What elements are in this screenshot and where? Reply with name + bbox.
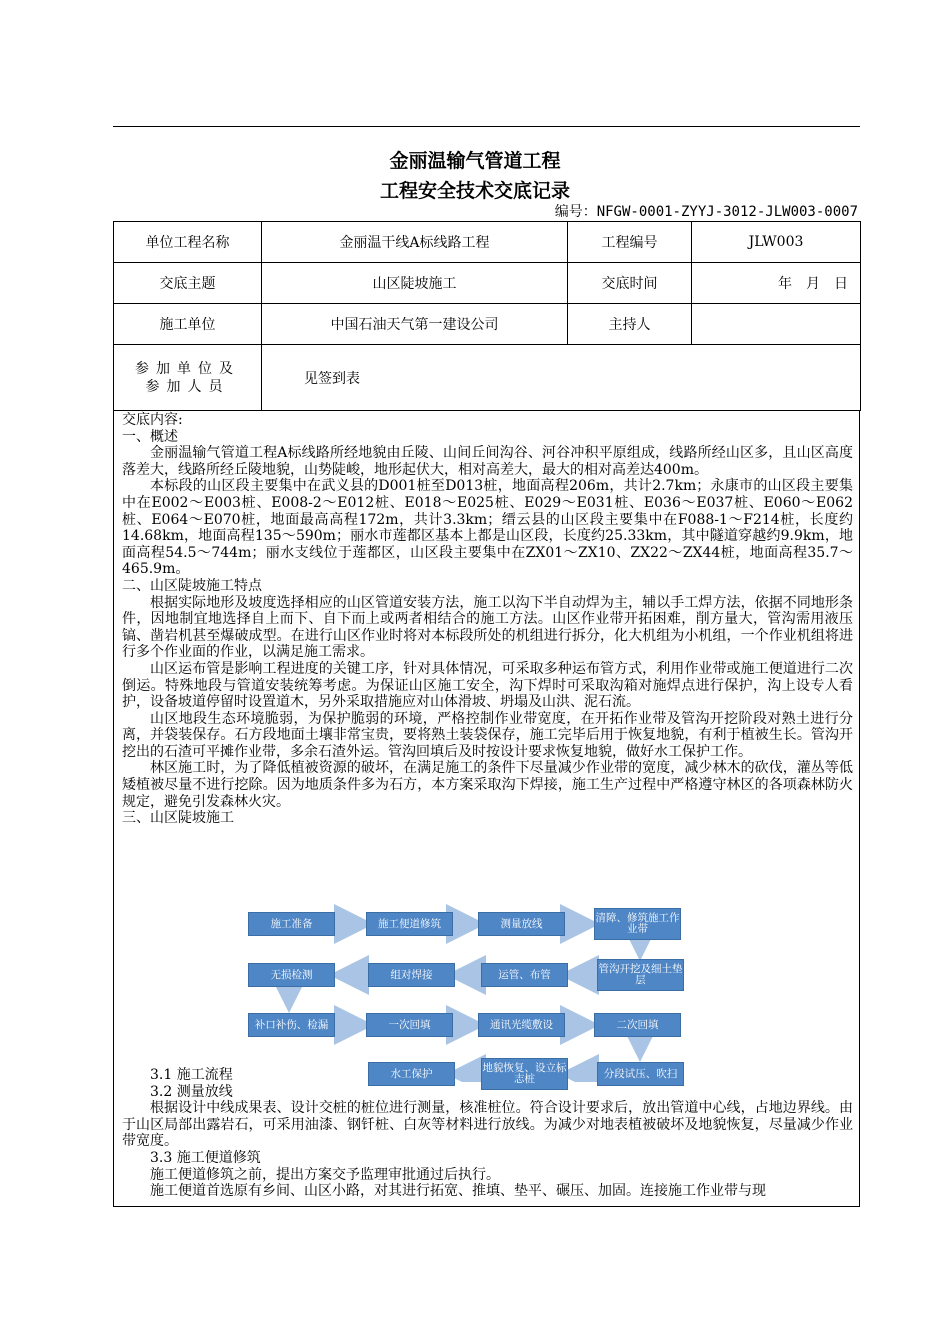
flow-step-survey: 测量放线 xyxy=(478,912,565,936)
flow-step-coating-repair: 补口补伤、检漏 xyxy=(248,1013,335,1037)
flow-step-welding: 组对焊接 xyxy=(368,963,455,987)
paragraph-mountain-segments: 本标段的山区段主要集中在武义县的D001桩至D013桩，地面高程206m，共计2.7km；永康市的山区段主要集中在E002～E003桩、E008-2～E012桩、E018～E025桩、E029～E031桩、E036～E037桩、E060～E062桩、E064～E070桩，地面最高高程172m，共计3.3km；缙云县的山区段主要集中在F088-1～F214桩，长度约14.68km，地面高程135～590m；丽水市莲都区基本上都是山区段，长度约25.33km，其中隧道穿越约9.9km，地面高程54.5～744m；丽水支线位于莲都区，山区段主要集中在ZX01～ZX10、ZX22～ZX44桩，地面高程35.7～465.9m。 xyxy=(122,478,853,578)
header-rule xyxy=(113,126,860,127)
subsection-3-3: 3.3 施工便道修筑 xyxy=(150,1149,261,1166)
participants-label xyxy=(114,345,262,411)
time-label: 交底时间 xyxy=(568,263,692,304)
construction-unit-value: 中国石油天气第一建设公司 xyxy=(262,304,568,345)
paragraph-road-construction: 施工便道首选原有乡间、山区小路，对其进行拓宽、推填、垫平、碾压、加固。连接施工作业带与现 xyxy=(150,1183,766,1200)
subsection-3-1: 3.1 施工流程 xyxy=(150,1067,233,1083)
flow-step-water-protection: 水工保护 xyxy=(368,1062,455,1086)
time-value: 年 月 日 xyxy=(692,263,861,304)
paragraph-method: 根据实际地形及坡度选择相应的山区管道安装方法，施工以沟下半自动焊为主，辅以手工焊方法，依据不同地形条件，因地制宜地选择自上而下、自下而上或两者相结合的施工方法。山区作业带开拓困难，削方量大，管沟需用液压镐、凿岩机甚至爆破成型。在进行山区作业时将对本标段所处的机组进行拆分，化大机组为小机组，一个作业机组将进行多个作业面的作业，以满足施工需求。 xyxy=(122,594,853,661)
participants-label-line1: 参加单位及 xyxy=(135,360,240,377)
flow-step-pressure-test: 分段试压、吹扫 xyxy=(597,1062,684,1086)
paragraph-road-approval: 施工便道修筑之前，提出方案交予监理审批通过后执行。 xyxy=(150,1166,500,1183)
topic-value: 山区陡坡施工 xyxy=(262,263,568,304)
participants-label-line2: 参加人员 xyxy=(145,378,230,395)
flow-step-backfill-1: 一次回填 xyxy=(366,1013,453,1037)
project-no-value: JLW003 xyxy=(692,222,861,263)
flow-step-trench: 管沟开挖及细土垫层 xyxy=(597,959,684,991)
participants-value: 见签到表 xyxy=(262,345,861,411)
flow-step-pipe-stringing: 运管、布管 xyxy=(481,963,568,987)
flow-step-backfill-2: 二次回填 xyxy=(594,1013,681,1037)
unit-project-label: 单位工程名称 xyxy=(114,222,262,263)
unit-project-value: 金丽温干线A标线路工程 xyxy=(262,222,568,263)
content-lower xyxy=(122,1067,853,1200)
flow-step-ndt: 无损检测 xyxy=(248,963,335,987)
content-cell xyxy=(113,410,860,1207)
construction-unit-label: 施工单位 xyxy=(114,304,262,345)
flow-step-clear-row: 清障、修筑施工作业带 xyxy=(594,908,681,940)
doc-code: 编号：NFGW-0001-ZYYJ-3012-JLW003-0007 xyxy=(554,204,858,220)
project-no-label: 工程编号 xyxy=(568,222,692,263)
info-table xyxy=(113,221,861,411)
subsection-3-2: 3.2 测量放线 xyxy=(150,1083,233,1100)
flow-step-access-road: 施工便道修筑 xyxy=(366,912,453,936)
paragraph-overview: 金丽温输气管道工程A标线路所经地貌由丘陵、山间丘间沟谷、河谷冲积平原组成，线路所经山区多，且山区高度落差大，线路所经丘陵地貌，山势陡峻，地形起伏大，相对高差大，最大的相对高差达400m。 xyxy=(122,445,853,478)
content-heading: 交底内容: xyxy=(122,412,183,428)
content-upper xyxy=(122,412,853,827)
paragraph-ecology: 山区地段生态环境脆弱，为保护脆弱的环境，严格控制作业带宽度，在开拓作业带及管沟开挖阶段对熟土进行分离，并袋装保存。石方段地面土壤非常宝贵，要将熟土装袋保存，施工完毕后用于恢复地貌，有利于植被生长。管沟开挖出的石渣可平摊作业带，多余石渣外运。管沟回填后及时按设计要求恢复地貌，做好水工保护工作。 xyxy=(122,710,853,760)
section-3-heading: 三、山区陡坡施工 xyxy=(122,810,234,827)
flow-step-restoration: 地貌恢复、设立标志桩 xyxy=(481,1058,568,1090)
host-value xyxy=(692,304,861,345)
paragraph-survey: 根据设计中线成果表、设计交桩的桩位进行测量，核准桩位。符合设计要求后，放出管道中心线，占地边界线。由于山区局部出露岩石，可采用油漆、钢钎桩、白灰等材料进行放线。为减少对地表植被破坏及地貌恢复，尽量减少作业带宽度。 xyxy=(122,1100,853,1150)
section-2-heading: 二、山区陡坡施工特点 xyxy=(122,577,262,594)
topic-label: 交底主题 xyxy=(114,263,262,304)
doc-title: 金丽温输气管道工程 xyxy=(389,150,561,172)
flow-step-fiber-cable: 通讯光缆敷设 xyxy=(478,1013,565,1037)
host-label: 主持人 xyxy=(568,304,692,345)
flowchart xyxy=(247,897,687,1085)
flow-step-preparation: 施工准备 xyxy=(248,912,335,936)
paragraph-forest: 林区施工时，为了降低植被资源的破坏，在满足施工的条件下尽量减少作业带的宽度，减少林木的砍伐，灌丛等低矮植被尽量不进行挖除。因为地质条件多为石方，本方案采取沟下焊接，施工生产过程中严格遵守林区的各项森林防火规定，避免引发森林火灾。 xyxy=(122,760,853,810)
doc-subtitle: 工程安全技术交底记录 xyxy=(379,180,570,202)
paragraph-pipe-transport: 山区运布管是影响工程进度的关键工序，针对具体情况，可采取多种运布管方式，利用作业带或施工便道进行二次倒运。特殊地段与管道安装统筹考虑。为保证山区施工安全，沟下焊时可采取沟箱对施焊点进行保护，沟上设专人看护，设备坡道停留时设置道木，另外采取措施应对山体滑坡、坍塌及山洪、泥石流。 xyxy=(122,660,853,711)
section-1-heading: 一、概述 xyxy=(122,428,178,445)
